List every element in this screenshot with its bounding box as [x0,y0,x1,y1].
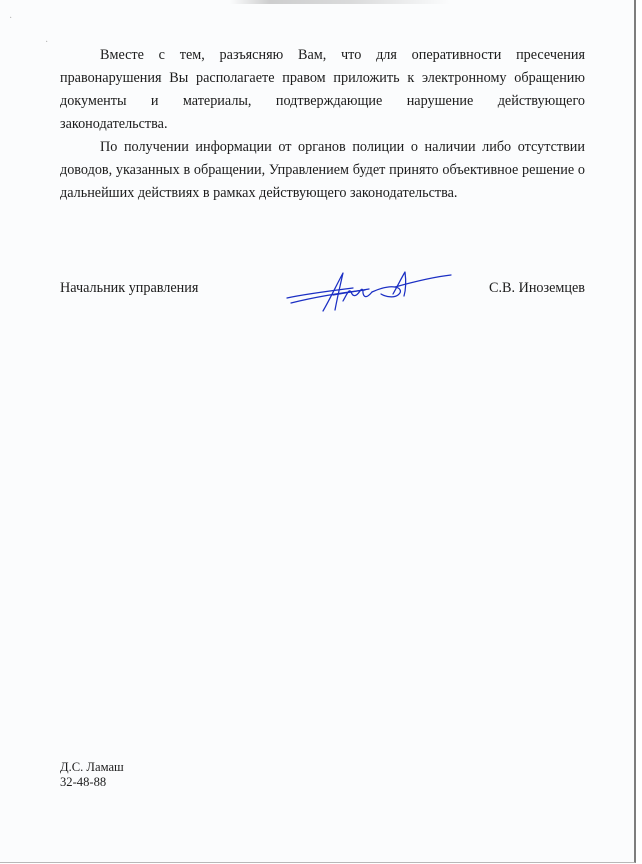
scan-artifact [230,0,450,4]
executor-info [60,760,124,790]
executor-phone: 32-48-88 [60,775,107,789]
paragraph: По получении информации от органов полиции о наличии либо отсутствии доводов, указанных в обращении, Управлением будет принято объективное решение о дальнейших действиях в рамках действующего законодательства. [60,139,585,201]
signer-name: С.В. Иноземцев [489,280,585,296]
letter-body [60,44,585,205]
handwritten-signature [285,264,453,316]
paragraph: Вместе с тем, разъясняю Вам, что для оперативности пресечения правонарушения Вы располагаете правом приложить к электронному обращению документы и материалы, подтверждающие нарушение действующего законодательства. [60,47,585,132]
signer-position: Начальник управления [60,280,199,296]
signature-stroke [287,272,451,311]
scan-speck: · [9,13,13,24]
executor-name: Д.С. Ламаш [60,760,124,774]
scan-speck: · [45,37,49,48]
